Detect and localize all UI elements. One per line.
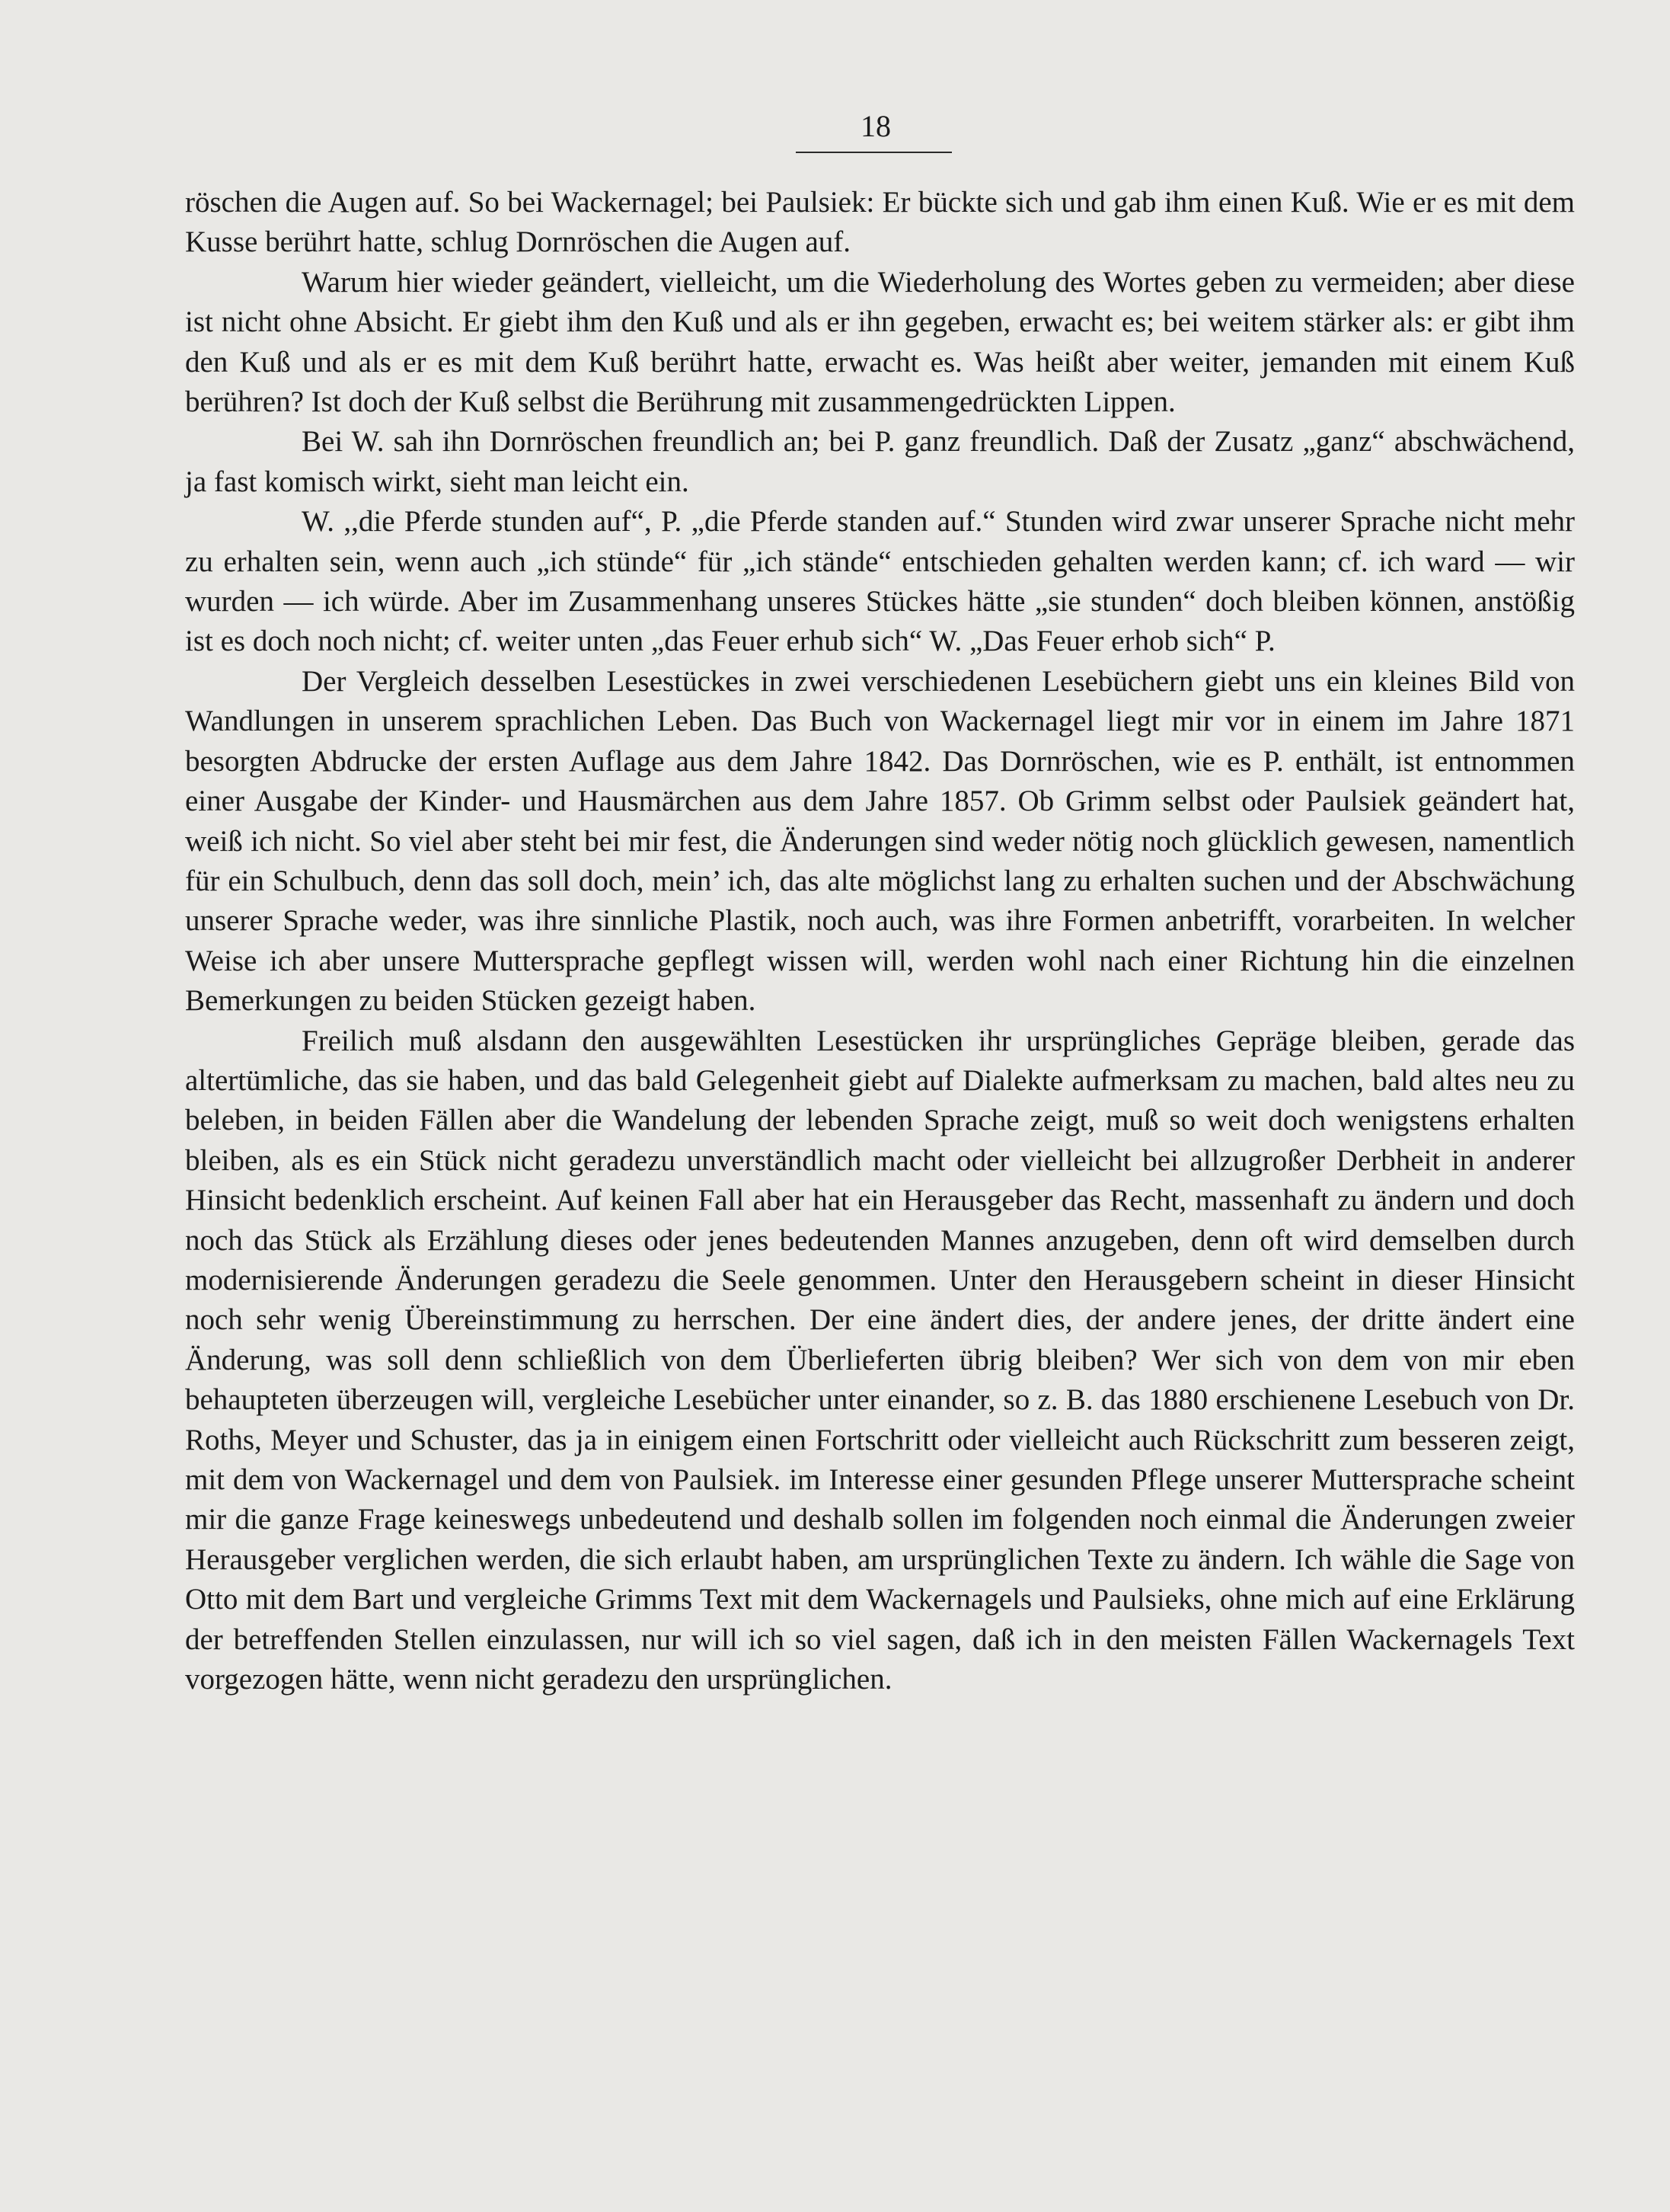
paragraph-1: röschen die Augen auf. So bei Wackernagel; bei Paulsiek: Er bückte sich und gab ihm einen Kuß. Wie er es mit dem Kusse berührt hatte, schlug Dornröschen die Augen auf.: [185, 186, 1575, 259]
paragraph-2: Warum hier wieder geändert, vielleicht, um die Wiederholung des Wortes geben zu vermeiden; aber diese ist nicht ohne Absicht. Er giebt ihm den Kuß und als er ihn gegeben, erwacht es; bei weitem stärker als: er gibt ihm den Kuß und als er es mit dem Kuß berührt hatte, erwacht es. Was heißt aber weiter, jemanden mit einem Kuß berühren? Ist doch der Kuß selbst die Berührung mit zusammengedrückten Lippen.: [185, 265, 1575, 419]
paragraph-4: W. ,,die Pferde stunden auf“, P. „die Pferde standen auf.“ Stunden wird zwar unserer Sprache nicht mehr zu erhalten sein, wenn auch „ich stünde“ für „ich stände“ entschieden gehalten werden kann; cf. ich ward — wir wurden — ich würde. Aber im Zusammenhang unseres Stückes hätte „sie stunden“ doch bleiben können, anstößig ist es doch noch nicht; cf. weiter unten „das Feuer erhub sich“ W. „Das Feuer erhob sich“ P.: [185, 505, 1575, 658]
paragraph-6: Freilich muß alsdann den ausgewählten Lesestücken ihr ursprüngliches Gepräge bleiben, gerade das altertümliche, das sie haben, und das bald Gelegenheit giebt auf Dialekte aufmerksam zu machen, bald altes neu zu beleben, in beiden Fällen aber die Wandelung der lebenden Sprache zeigt, muß so weit doch wenigstens erhalten bleiben, als es ein Stück nicht geradezu unverständlich macht oder vielleicht bei allzugroßer Derbheit in anderer Hinsicht bedenklich erscheint. Auf keinen Fall aber hat ein Herausgeber das Recht, massenhaft zu ändern und doch noch das Stück als Erzählung dieses oder jenes bedeutenden Mannes anzugeben, denn oft wird demselben durch modernisierende Änderungen geradezu die Seele genommen. Unter den Herausgebern scheint in dieser Hinsicht noch sehr wenig Übereinstimmung zu herrschen. Der eine ändert dies, der andere jenes, der dritte ändert eine Änderung, was soll denn schließlich von dem Überlieferten übrig bleiben? Wer sich von dem von mir eben behaupteten überzeugen will, vergleiche Lesebücher unter einander, so z. B. das 1880 erschienene Lesebuch von Dr. Roths, Meyer und Schuster, das ja in einigem einen Fortschritt oder vielleicht auch Rückschritt zum besseren zeigt, mit dem von Wackernagel und dem von Paulsiek. im Interesse einer gesunden Pflege unserer Muttersprache scheint mir die ganze Frage keineswegs unbedeutend und deshalb sollen im folgenden noch einmal die Änderungen zweier Herausgeber verglichen werden, die sich erlaubt haben, am ursprünglichen Texte zu ändern. Ich wähle die Sage von Otto mit dem Bart und vergleiche Grimms Text mit dem Wackernagels und Paulsieks, ohne mich auf eine Erklärung der betreffenden Stellen einzulassen, nur will ich so viel sagen, daß ich in den meisten Fällen Wackernagels Text vorgezogen hätte, wenn nicht geradezu den ursprünglichen.: [185, 1024, 1575, 1696]
page-number: 18: [861, 109, 891, 143]
body-text: [185, 183, 1575, 1699]
page-number-rule: [796, 152, 952, 153]
paragraph-3: Bei W. sah ihn Dornröschen freundlich an; bei P. ganz freundlich. Daß der Zusatz „ganz“ abschwächend, ja fast komisch wirkt, sieht man leicht ein.: [185, 425, 1575, 498]
paragraph-5: Der Vergleich desselben Lesestückes in zwei verschiedenen Lesebüchern giebt uns ein kleines Bild von Wandlungen in unserem sprachlichen Leben. Das Buch von Wackernagel liegt mir vor in einem im Jahre 1871 besorgten Abdrucke der ersten Auflage aus dem Jahre 1842. Das Dornröschen, wie es P. enthält, ist entnommen einer Ausgabe der Kinder- und Hausmärchen aus dem Jahre 1857. Ob Grimm selbst oder Paulsiek geändert hat, weiß ich nicht. So viel aber steht bei mir fest, die Änderungen sind weder nötig noch glücklich gewesen, namentlich für ein Schulbuch, denn das soll doch, mein’ ich, das alte möglichst lang zu erhalten suchen und der Abschwächung unserer Sprache weder, was ihre sinnliche Plastik, noch auch, was ihre Formen anbetrifft, vorarbeiten. In welcher Weise ich aber unsere Muttersprache gepflegt wissen will, werden wohl nach einer Richtung hin die einzelnen Bemerkungen zu beiden Stücken gezeigt haben.: [185, 664, 1575, 1018]
